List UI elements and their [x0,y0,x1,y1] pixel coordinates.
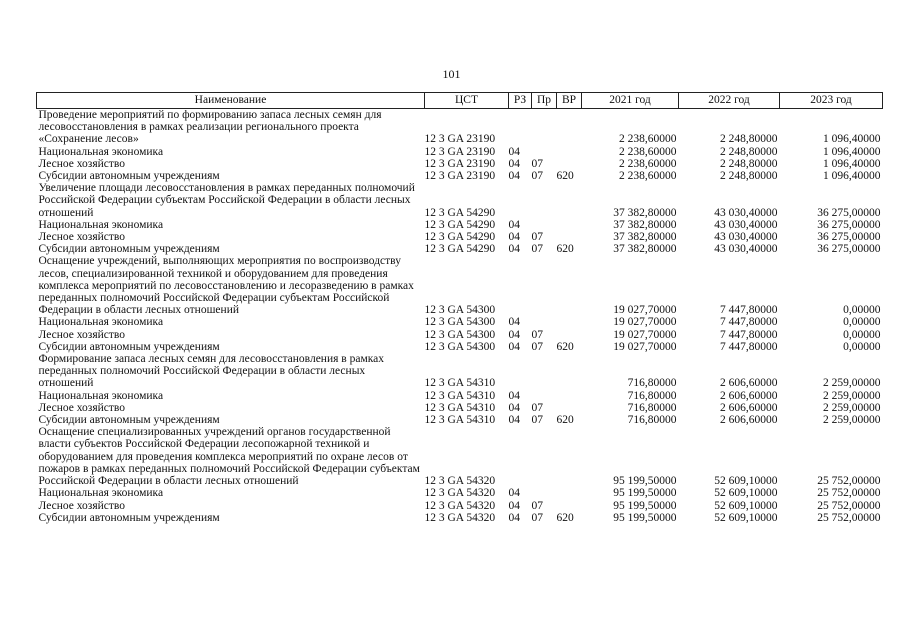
budget-table [36,92,883,524]
cell-pr [532,182,557,219]
cell-name: Субсидии автономным учреждениям [38,340,220,353]
cell-rz: 04 [508,243,520,256]
cell-rz: 04 [508,401,520,414]
table-row [37,170,883,182]
cell-2023: 36 275,00000 [817,231,881,244]
cell-2023: 25 752,00000 [817,499,881,512]
table-body [37,109,883,524]
table-header-row [37,93,883,109]
cell-2023: 36 275,00000 [817,243,881,256]
cell-2021: 37 382,80000 [613,206,677,219]
cell-2022: 52 609,10000 [714,475,778,488]
cell-pr: 07 [531,328,543,341]
table-row [37,487,883,499]
cell-cst: 12 3 GA 54320 [424,475,496,488]
cell-2022: 2 248,80000 [720,170,778,183]
cell-vr: 620 [556,511,574,524]
table-row [37,231,883,243]
cell-2021: 19 027,70000 [613,316,677,329]
cell-vr [557,487,582,499]
cell-cst: 12 3 GA 54310 [424,414,496,427]
cell-2022: 2 606,60000 [720,414,778,427]
cell-2021: 716,80000 [627,401,677,414]
cell-name: Субсидии автономным учреждениям [38,511,220,524]
cell-2023: 25 752,00000 [817,475,881,488]
cell-rz [509,426,532,487]
cell-pr [532,316,557,328]
cell-pr: 07 [531,157,543,170]
cell-cst: 12 3 GA 23190 [424,145,496,158]
cell-2022: 7 447,80000 [720,304,778,317]
cell-2021: 2 238,60000 [619,170,677,183]
cell-pr: 07 [531,170,543,183]
cell-2023: 2 259,00000 [823,377,881,390]
cell-2023: 1 096,40000 [823,145,881,158]
cell-vr [557,390,582,402]
cell-cst: 12 3 GA 54300 [424,316,496,329]
table-row [37,109,883,146]
cell-cst: 12 3 GA 54290 [424,206,496,219]
cell-cst: 12 3 GA 54290 [424,218,496,231]
cell-2021: 2 238,60000 [619,133,677,146]
cell-cst: 12 3 GA 54320 [424,499,496,512]
cell-pr [532,255,557,316]
cell-vr: 620 [556,414,574,427]
cell-2023: 1 096,40000 [823,157,881,170]
cell-pr [532,219,557,231]
table-row [37,158,883,170]
cell-2023: 0,00000 [843,340,881,353]
cell-2022: 2 248,80000 [720,145,778,158]
cell-pr [532,487,557,499]
cell-vr [557,402,582,414]
cell-2021: 95 199,50000 [613,487,677,500]
cell-2023: 36 275,00000 [817,206,881,219]
cell-cst: 12 3 GA 54290 [424,243,496,256]
cell-vr [557,316,582,328]
cell-pr [532,353,557,390]
cell-pr [532,146,557,158]
cell-2022: 7 447,80000 [720,340,778,353]
cell-vr: 620 [556,243,574,256]
cell-rz [509,255,532,316]
column-header-name: Наименование [37,93,425,109]
cell-vr: 620 [556,340,574,353]
table-row [37,390,883,402]
cell-2023: 0,00000 [843,328,881,341]
column-header-2023: 2023 год [780,93,883,109]
table-row [37,182,883,219]
cell-cst: 12 3 GA 54320 [424,511,496,524]
cell-2023: 1 096,40000 [823,133,881,146]
cell-vr [557,158,582,170]
cell-2022: 52 609,10000 [714,511,778,524]
cell-rz: 04 [508,231,520,244]
cell-vr [557,255,582,316]
cell-vr [557,109,582,146]
cell-2021: 95 199,50000 [613,499,677,512]
cell-2022: 2 606,60000 [720,389,778,402]
table-row [37,500,883,512]
cell-name: Национальная экономика [38,316,164,329]
cell-2021: 2 238,60000 [619,145,677,158]
cell-2023: 0,00000 [843,316,881,329]
cell-rz: 04 [508,487,520,500]
cell-cst: 12 3 GA 54320 [424,487,496,500]
cell-2022: 52 609,10000 [714,499,778,512]
column-header-vr: ВР [557,93,582,109]
cell-rz: 04 [508,218,520,231]
cell-2022: 52 609,10000 [714,487,778,500]
cell-cst: 12 3 GA 23190 [424,157,496,170]
cell-2023: 0,00000 [843,304,881,317]
cell-2023: 25 752,00000 [817,487,881,500]
page-number: 101 [442,67,461,81]
cell-rz: 04 [508,499,520,512]
cell-vr [557,182,582,219]
cell-name: Оснащение учреждений, выполняющих мероприятия по воспроизводству лесов, специализированной техникой и оборудованием для проведения комплекса мероприятий по лесовосстановлению и лесоразведению в рамках переданных полномочий Российской Федерации субъектам Российской Федерации в области лесных отношений [38,255,414,317]
cell-rz: 04 [508,157,520,170]
cell-2022: 2 606,60000 [720,401,778,414]
cell-name: Субсидии автономным учреждениям [38,414,220,427]
cell-2023: 25 752,00000 [817,511,881,524]
cell-2022: 7 447,80000 [720,316,778,329]
table-row [37,402,883,414]
cell-cst: 12 3 GA 54290 [424,231,496,244]
table-row [37,219,883,231]
cell-pr: 07 [531,401,543,414]
cell-vr [557,500,582,512]
cell-2022: 43 030,40000 [714,231,778,244]
cell-2023: 36 275,00000 [817,218,881,231]
cell-vr [557,219,582,231]
cell-2022: 2 606,60000 [720,377,778,390]
cell-cst: 12 3 GA 54300 [424,304,496,317]
cell-2021: 37 382,80000 [613,243,677,256]
cell-cst: 12 3 GA 54300 [424,328,496,341]
cell-name: Проведение мероприятий по формированию запаса лесных семян для лесовосстановления в рамках реализации регионального проекта «Сохранение лесов» [38,109,382,146]
cell-name: Формирование запаса лесных семян для лесовосстановления в рамках переданных полномочий Российской Федерации в области лесных отношений [38,353,384,390]
cell-2021: 2 238,60000 [619,157,677,170]
cell-pr: 07 [531,499,543,512]
table-row [37,414,883,426]
cell-pr: 07 [531,414,543,427]
table-row [37,353,883,390]
table-row [37,316,883,328]
cell-pr: 07 [531,511,543,524]
table-row [37,146,883,158]
cell-2022: 43 030,40000 [714,206,778,219]
cell-pr [532,390,557,402]
cell-name: Увеличение площади лесовосстановления в рамках переданных полномочий Российской Федерации субъектам Российской Федерации в области лесных отношений [38,182,415,219]
cell-2022: 2 248,80000 [720,157,778,170]
cell-rz: 04 [508,389,520,402]
column-header-2021: 2021 год [582,93,679,109]
cell-name: Национальная экономика [38,487,164,500]
cell-2021: 19 027,70000 [613,340,677,353]
cell-vr [557,231,582,243]
table-row [37,255,883,316]
cell-2021: 95 199,50000 [613,511,677,524]
cell-rz: 04 [508,170,520,183]
cell-name: Лесное хозяйство [38,401,126,414]
cell-cst: 12 3 GA 23190 [424,133,496,146]
cell-vr [557,426,582,487]
cell-name: Субсидии автономным учреждениям [38,170,220,183]
column-header-cst: ЦСТ [425,93,509,109]
cell-cst: 12 3 GA 54310 [424,389,496,402]
cell-rz [509,182,532,219]
cell-rz: 04 [508,414,520,427]
table-row [37,329,883,341]
cell-rz [509,353,532,390]
cell-vr: 620 [556,170,574,183]
cell-rz [509,109,532,146]
cell-rz: 04 [508,145,520,158]
cell-pr [532,426,557,487]
cell-vr [557,353,582,390]
cell-cst: 12 3 GA 54300 [424,340,496,353]
cell-name: Лесное хозяйство [38,157,126,170]
cell-name: Субсидии автономным учреждениям [38,243,220,256]
column-header-pr: Пр [532,93,557,109]
table-row [37,243,883,255]
cell-2023: 1 096,40000 [823,170,881,183]
table-row [37,341,883,353]
cell-2021: 37 382,80000 [613,231,677,244]
cell-2021: 716,80000 [627,377,677,390]
cell-pr: 07 [531,243,543,256]
cell-rz: 04 [508,316,520,329]
cell-pr: 07 [531,231,543,244]
cell-name: Лесное хозяйство [38,328,126,341]
cell-2023: 2 259,00000 [823,414,881,427]
column-header-2022: 2022 год [679,93,780,109]
table-row [37,426,883,487]
cell-2022: 43 030,40000 [714,218,778,231]
cell-2022: 7 447,80000 [720,328,778,341]
cell-2021: 19 027,70000 [613,304,677,317]
cell-name: Лесное хозяйство [38,231,126,244]
cell-pr: 07 [531,340,543,353]
cell-2023: 2 259,00000 [823,389,881,402]
cell-name: Национальная экономика [38,218,164,231]
cell-2021: 716,80000 [627,414,677,427]
cell-cst: 12 3 GA 54310 [424,377,496,390]
cell-2021: 716,80000 [627,389,677,402]
cell-name: Лесное хозяйство [38,499,126,512]
cell-2021: 95 199,50000 [613,475,677,488]
cell-2021: 19 027,70000 [613,328,677,341]
cell-2023: 2 259,00000 [823,401,881,414]
cell-name: Оснащение специализированных учреждений органов государственной власти субъектов Российской Федерации лесопожарной техникой и оборудованием для проведения комплекса мероприятий по охране лесов от пожаров в рамках переданных полномочий Российской Федерации субъектам Российской Федерации в области лесных отношений [38,426,420,488]
cell-2022: 2 248,80000 [720,133,778,146]
cell-cst: 12 3 GA 23190 [424,170,496,183]
cell-2021: 37 382,80000 [613,218,677,231]
cell-rz: 04 [508,340,520,353]
cell-pr [532,109,557,146]
cell-2022: 43 030,40000 [714,243,778,256]
cell-vr [557,146,582,158]
column-header-rz: РЗ [509,93,532,109]
cell-name: Национальная экономика [38,389,164,402]
table-row [37,512,883,524]
cell-cst: 12 3 GA 54310 [424,401,496,414]
cell-rz: 04 [508,328,520,341]
cell-name: Национальная экономика [38,145,164,158]
cell-vr [557,329,582,341]
cell-rz: 04 [508,511,520,524]
